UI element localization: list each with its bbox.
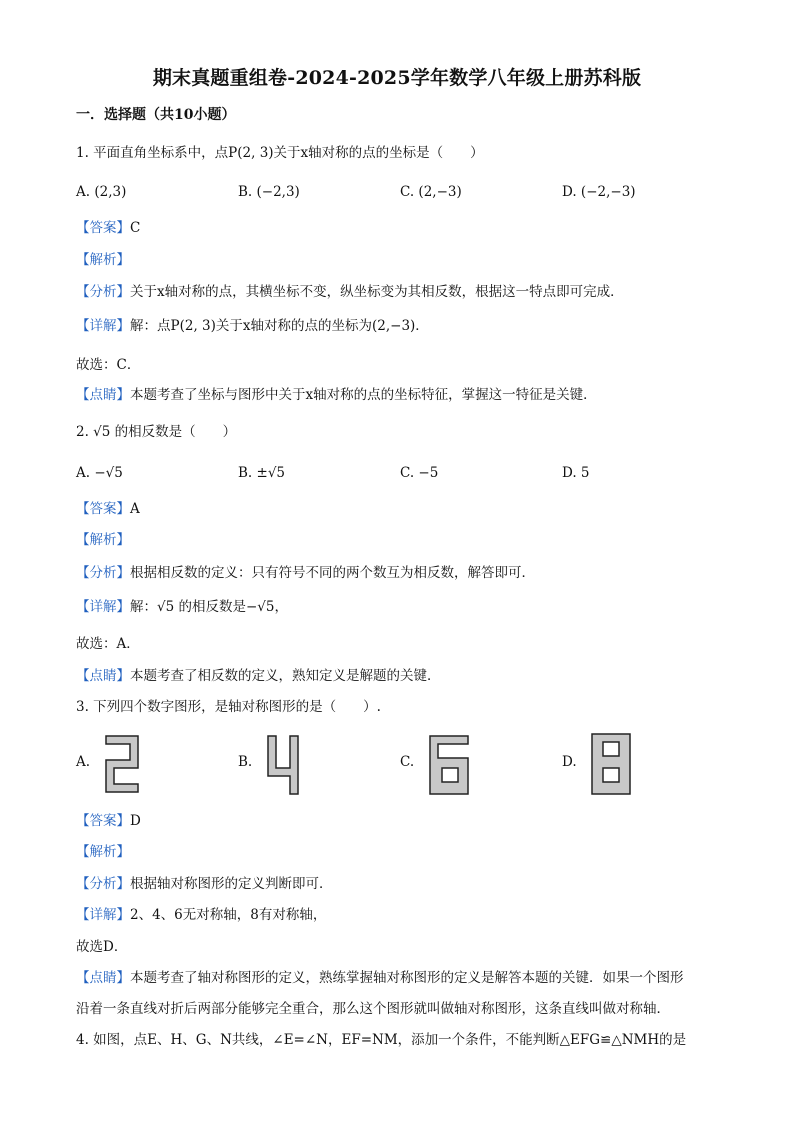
q2-option-d: D. 5	[562, 465, 590, 481]
answer-tag: 【答案】	[76, 813, 130, 829]
xiangjie-text: 解：√5 的相反数是−√5，	[130, 599, 288, 615]
q3-option-b	[238, 734, 398, 796]
option-label: D.	[562, 754, 577, 770]
q2-option-a: A. −√5	[76, 465, 123, 481]
digit-2-figure	[104, 734, 140, 794]
fenxi-text: 关于x轴对称的点，其横坐标不变，纵坐标变为其相反数，根据这一特点即可完成．	[130, 284, 624, 300]
q4-stem: 4. 如图，点E、H、G、N共线，∠E=∠N，EF=NM，添加一个条件，不能判断△EFG≌△NMH的是	[76, 1032, 687, 1048]
digit-6-figure	[428, 734, 472, 796]
option-label: B.	[238, 754, 253, 770]
q3-choose: 故选D．	[76, 939, 128, 955]
q1-answer	[76, 218, 140, 238]
answer-value: A	[130, 501, 140, 517]
dianjing-text: 本题考查了坐标与图形中关于x轴对称的点的坐标特征，掌握这一特征是关键．	[130, 387, 597, 403]
q1-choose: 故选：C．	[76, 357, 141, 373]
digit-8-figure	[590, 732, 634, 796]
q1-stem: 1. 平面直角坐标系中，点P(2, 3)关于x轴对称的点的坐标是（ ）	[76, 145, 484, 161]
q3-analysis-tag: 【解析】	[76, 844, 130, 860]
q1-option-d: D. (−2,−3)	[562, 184, 636, 200]
q2-answer	[76, 499, 140, 519]
dianjing-text: 本题考查了相反数的定义，熟知定义是解题的关键．	[130, 668, 441, 684]
q1-xiangjie	[76, 316, 429, 336]
fenxi-text: 根据轴对称图形的定义判断即可．	[130, 876, 333, 892]
q2-analysis-tag: 【解析】	[76, 532, 130, 548]
q3-xiangjie	[76, 905, 326, 925]
q3-stem: 3. 下列四个数字图形，是轴对称图形的是（ ）.	[76, 699, 381, 715]
xiangjie-text: 解：点P(2, 3)关于x轴对称的点的坐标为(2,−3)．	[130, 318, 429, 334]
page-title: 期末真题重组卷-2024-2025学年数学八年级上册苏科版	[152, 67, 642, 89]
answer-value: C	[130, 220, 141, 236]
q3-option-c	[400, 734, 560, 796]
fenxi-tag: 【分析】	[76, 565, 130, 581]
q2-choose: 故选：A．	[76, 636, 140, 652]
q2-option-c: C. −5	[400, 465, 439, 481]
q2-stem: 2. √5 的相反数是（ ）	[76, 424, 237, 440]
q3-fenxi	[76, 874, 333, 894]
q1-option-b: B. (−2,3)	[238, 184, 300, 200]
q2-option-b: B. ±√5	[238, 465, 286, 481]
fenxi-text: 根据相反数的定义：只有符号不同的两个数互为相反数，解答即可．	[130, 565, 535, 581]
fenxi-tag: 【分析】	[76, 876, 130, 892]
option-label: A.	[76, 754, 91, 770]
xiangjie-tag: 【详解】	[76, 907, 130, 923]
digit-4-figure	[266, 734, 306, 796]
q3-dianjing-cont: 沿着一条直线对折后两部分能够完全重合，那么这个图形就叫做轴对称图形，这条直线叫做对称轴．	[76, 1001, 670, 1017]
answer-value: D	[130, 813, 141, 829]
option-label: C.	[400, 754, 415, 770]
q2-xiangjie	[76, 597, 288, 617]
xiangjie-tag: 【详解】	[76, 318, 130, 334]
q3-option-d	[562, 734, 722, 796]
q1-dianjing	[76, 385, 597, 405]
section-heading: 一．选择题（共10小题）	[76, 107, 236, 123]
q3-option-a	[76, 734, 236, 796]
q2-fenxi	[76, 563, 535, 583]
dianjing-tag: 【点睛】	[76, 970, 130, 986]
q1-option-c: C. (2,−3)	[400, 184, 462, 200]
answer-tag: 【答案】	[76, 501, 130, 517]
fenxi-tag: 【分析】	[76, 284, 130, 300]
q1-fenxi	[76, 282, 624, 302]
xiangjie-tag: 【详解】	[76, 599, 130, 615]
dianjing-tag: 【点睛】	[76, 387, 130, 403]
q1-analysis-tag: 【解析】	[76, 252, 130, 268]
q2-dianjing	[76, 666, 441, 686]
answer-tag: 【答案】	[76, 220, 130, 236]
dianjing-text: 本题考查了轴对称图形的定义，熟练掌握轴对称图形的定义是解答本题的关键．如果一个图形	[130, 970, 684, 986]
xiangjie-text: 2、4、6无对称轴，8有对称轴，	[130, 907, 327, 923]
dianjing-tag: 【点睛】	[76, 668, 130, 684]
q3-answer	[76, 811, 141, 831]
q3-dianjing	[76, 968, 684, 988]
q1-option-a: A. (2,3)	[76, 184, 127, 200]
